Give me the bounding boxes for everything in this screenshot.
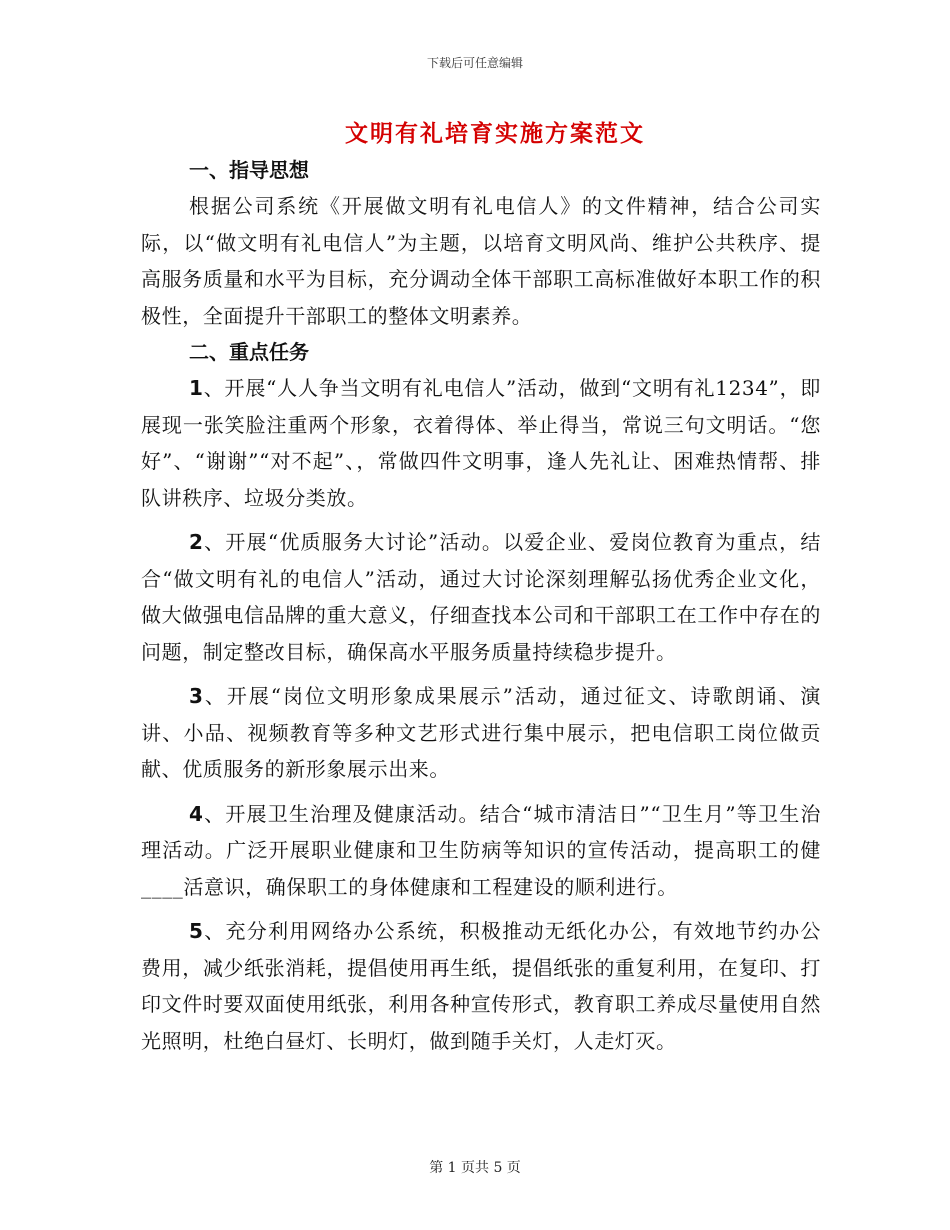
page-header: 下载后可任意编辑: [426, 56, 523, 70]
task-number: 2: [189, 530, 204, 554]
task-number: 3: [189, 684, 204, 708]
document-body: [141, 152, 821, 1059]
document-title: 文明有礼培育实施方案范文: [345, 120, 645, 147]
task-text: 、开展“岗位文明形象成果展示”活动，通过征文、诗歌朗诵、演讲、小品、视频教育等多种文艺形式进行集中展示，把电信职工岗位做贡献、优质服务的新形象展示出来。: [141, 684, 821, 781]
task-number: 4: [189, 801, 204, 826]
page-footer: 第 1 页共 5 页: [429, 1160, 521, 1176]
section-heading-key-tasks: 二、重点任务: [189, 340, 309, 364]
task-text: 、开展卫生治理及健康活动。结合“城市清洁日”“卫生月”等卫生治理活动。广泛开展职业健康和卫生防病等知识的宣传活动，提高职工的健____活意识，确保职工的身体健康和工程建设的顺利进行。: [141, 801, 821, 899]
task-number: 1: [189, 376, 204, 400]
task-item-5: [141, 913, 821, 1059]
task-text: 、开展“人人争当文明有礼电信人”活动，做到“文明有礼1234”，即展现一张笑脸注重两个形象，衣着得体、举止得当，常说三句文明话。“您好”、“谢谢”“对不起”、，常做四件文明事，逢人先礼让、困难热情帮、排队讲秩序、垃圾分类放。: [141, 376, 821, 510]
task-number: 5: [189, 919, 204, 943]
paragraph-guiding-ideology: 根据公司系统《开展做文明有礼电信人》的文件精神，结合公司实际，以“做文明有礼电信人”为主题，以培育文明风尚、维护公共秩序、提高服务质量和水平为目标，充分调动全体干部职工高标准做好本职工作的积极性，全面提升干部职工的整体文明素养。: [141, 194, 821, 328]
task-text: 、开展“优质服务大讨论”活动。以爱企业、爱岗位教育为重点，结合“做文明有礼的电信人”活动，通过大讨论深刻理解弘扬优秀企业文化，做大做强电信品牌的重大意义，仔细查找本公司和干部职工在工作中存在的问题，制定整改目标，确保高水平服务质量持续稳步提升。: [141, 530, 821, 664]
task-item-2: [141, 524, 821, 670]
task-item-1: [141, 370, 821, 516]
task-item-3: [141, 678, 821, 788]
task-text: 、充分利用网络办公系统，积极推动无纸化办公，有效地节约办公费用，减少纸张消耗，提倡使用再生纸，提倡纸张的重复利用，在复印、打印文件时要双面使用纸张，利用各种宣传形式，教育职工养成尽量使用自然光照明，杜绝白昼灯、长明灯，做到随手关灯，人走灯灭。: [141, 919, 821, 1053]
task-item-4: [141, 796, 821, 906]
section-heading-guiding-ideology: 一、指导思想: [189, 158, 309, 182]
